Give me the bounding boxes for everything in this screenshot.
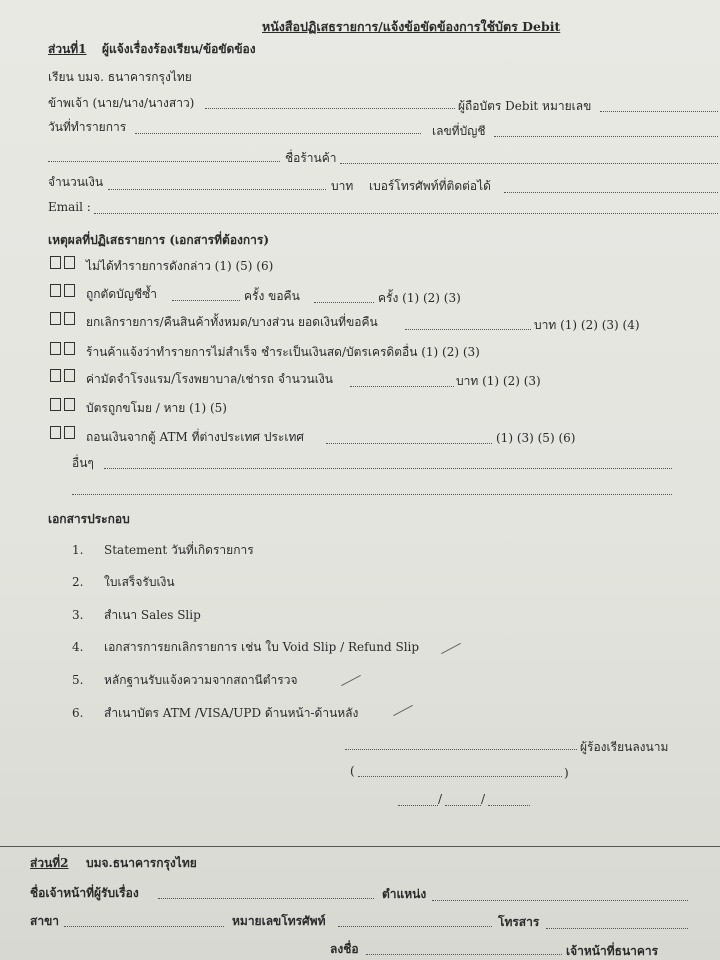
printed-name-close-paren: ) (564, 766, 569, 780)
reason-7-text-end: (1) (3) (5) (6) (496, 431, 576, 445)
transaction-date-field[interactable] (135, 133, 421, 134)
amount-field[interactable] (108, 189, 326, 190)
part2-heading: ส่วนที่2 (30, 856, 69, 870)
printed-name-field[interactable] (358, 776, 562, 777)
signature-field[interactable] (345, 749, 577, 750)
reason-3-amount-field[interactable] (405, 329, 531, 330)
sign-date-slash-2: / (481, 792, 486, 806)
account-number-field[interactable] (494, 136, 718, 137)
bank-officer-label: เจ้าหน้าที่ธนาคาร (566, 944, 659, 958)
part2-heading-desc: บมจ.ธนาคารกรุงไทย (86, 856, 197, 870)
phone-number-label: หมายเลขโทรศัพท์ (232, 914, 326, 928)
email-field[interactable] (94, 213, 718, 214)
attachment-5-text: หลักฐานรับแจ้งความจากสถานีตำรวจ (104, 673, 298, 687)
reason-2-text-end: ครั้ง (1) (2) (3) (378, 291, 461, 305)
reason-2-refund-times-field[interactable] (314, 302, 374, 303)
amount-label: จำนวนเงิน (48, 175, 104, 189)
reason-5-text: ค่ามัดจำโรงแรม/โรงพยาบาล/เช่ารถ จำนวนเงิน (86, 372, 333, 386)
reason-2-checkbox-b[interactable] (64, 284, 75, 297)
card-number-label: ผู้ถือบัตร Debit หมายเลข (458, 99, 592, 113)
reason-4-checkbox-b[interactable] (64, 342, 75, 355)
attachment-4-text: เอกสารการยกเลิกรายการ เช่น ใบ Void Slip / Refund Slip (104, 640, 420, 654)
attachment-6-text: สำเนาบัตร ATM /VISA/UPD ด้านหน้า-ด้านหลัง (104, 706, 359, 720)
part1-heading: ส่วนที่1 (48, 42, 87, 56)
email-label: Email : (48, 200, 91, 214)
attachment-5-check-mark (341, 675, 361, 686)
printed-name-open-paren: ( (350, 764, 355, 778)
reason-7-checkbox-b[interactable] (64, 426, 75, 439)
position-label: ตำแหน่ง (382, 887, 427, 901)
reason-3-checkbox-a[interactable] (50, 312, 61, 325)
name-label: ข้าพเจ้า (นาย/นาง/นางสาว) (48, 96, 195, 110)
attachment-3-text: สำเนา Sales Slip (104, 608, 201, 622)
reason-1-text: ไม่ได้ทำรายการดังกล่าว (1) (5) (6) (86, 259, 274, 273)
form-title: หนังสือปฏิเสธรายการ/แจ้งข้อขัดข้องการใช้บัตร Debit (262, 19, 561, 34)
shop-prefix-field[interactable] (48, 161, 280, 162)
officer-name-field[interactable] (158, 898, 374, 899)
shop-name-field[interactable] (340, 163, 718, 164)
reasons-heading: เหตุผลที่ปฏิเสธรายการ (เอกสารที่ต้องการ) (48, 233, 270, 247)
section-divider (0, 846, 720, 847)
branch-label: สาขา (30, 914, 60, 928)
contact-phone-label: เบอร์โทรศัพท์ที่ติดต่อได้ (369, 179, 491, 193)
reason-6-text: บัตรถูกขโมย / หาย (1) (5) (86, 401, 227, 415)
reason-1-checkbox-a[interactable] (50, 256, 61, 269)
reason-5-checkbox-a[interactable] (50, 369, 61, 382)
reason-3-checkbox-b[interactable] (64, 312, 75, 325)
reason-6-checkbox-a[interactable] (50, 398, 61, 411)
salutation: เรียน บมจ. ธนาคารกรุงไทย (48, 70, 192, 84)
reason-4-checkbox-a[interactable] (50, 342, 61, 355)
shop-name-label: ชื่อร้านค้า (285, 151, 337, 165)
reason-6-checkbox-b[interactable] (64, 398, 75, 411)
attachment-2-text: ใบเสร็จรับเงิน (104, 575, 175, 589)
card-number-field[interactable] (600, 111, 718, 112)
attachment-3-number: 3. (72, 608, 84, 622)
attachment-1-text: Statement วันที่เกิดรายการ (104, 543, 254, 557)
account-number-label: เลขที่บัญชี (432, 124, 486, 138)
reason-5-amount-field[interactable] (350, 386, 454, 387)
name-field[interactable] (205, 108, 455, 109)
reason-5-checkbox-b[interactable] (64, 369, 75, 382)
fax-field[interactable] (546, 928, 688, 929)
other-field[interactable] (104, 468, 672, 469)
reason-2-checkbox-a[interactable] (50, 284, 61, 297)
attachment-4-check-mark (441, 643, 461, 654)
reason-7-checkbox-a[interactable] (50, 426, 61, 439)
reason-2-text: ถูกตัดบัญชีซ้ำ (86, 287, 157, 301)
part1-heading-desc: ผู้แจ้งเรื่องร้องเรียน/ข้อขัดข้อง (102, 42, 256, 56)
attachment-2-number: 2. (72, 575, 84, 589)
sign-date-year-field[interactable] (488, 805, 530, 806)
reason-7-text: ถอนเงินจากตู้ ATM ที่ต่างประเทศ ประเทศ (86, 430, 304, 444)
sign-date-slash-1: / (438, 792, 443, 806)
other-label: อื่นๆ (72, 456, 94, 470)
reason-2-text-mid: ครั้ง ขอคืน (244, 289, 300, 303)
position-field[interactable] (432, 900, 688, 901)
attachment-1-number: 1. (72, 543, 84, 557)
reason-7-country-field[interactable] (326, 443, 492, 444)
attachment-6-check-mark (393, 705, 413, 716)
officer-name-label: ชื่อเจ้าหน้าที่ผู้รับเรื่อง (30, 886, 139, 900)
attachment-4-number: 4. (72, 640, 84, 654)
branch-field[interactable] (64, 926, 224, 927)
contact-phone-field[interactable] (504, 192, 718, 193)
sign-date-month-field[interactable] (445, 805, 481, 806)
officer-phone-field[interactable] (338, 926, 492, 927)
attachments-heading: เอกสารประกอบ (48, 512, 130, 526)
attachment-5-number: 5. (72, 673, 84, 687)
attachment-6-number: 6. (72, 706, 84, 720)
officer-signature-field[interactable] (366, 954, 562, 955)
signer-label: ผู้ร้องเรียนลงนาม (580, 740, 669, 754)
reason-3-text-end: บาท (1) (2) (3) (4) (534, 318, 640, 332)
other-field-line-2[interactable] (72, 494, 672, 495)
fax-label: โทรสาร (498, 915, 540, 929)
reason-4-text: ร้านค้าแจ้งว่าทำรายการไม่สำเร็จ ชำระเป็นเงินสด/บัตรเครดิตอื่น (1) (2) (3) (86, 345, 480, 359)
amount-baht-unit: บาท (331, 179, 354, 193)
transaction-date-label: วันที่ทำรายการ (48, 120, 127, 134)
reason-1-checkbox-b[interactable] (64, 256, 75, 269)
sign-date-day-field[interactable] (398, 805, 438, 806)
reason-5-text-end: บาท (1) (2) (3) (456, 374, 541, 388)
sign-label: ลงชื่อ (330, 942, 359, 956)
reason-2-times-field[interactable] (172, 300, 240, 301)
reason-3-text: ยกเลิกรายการ/คืนสินค้าทั้งหมด/บางส่วน ยอดเงินที่ขอคืน (86, 315, 378, 329)
